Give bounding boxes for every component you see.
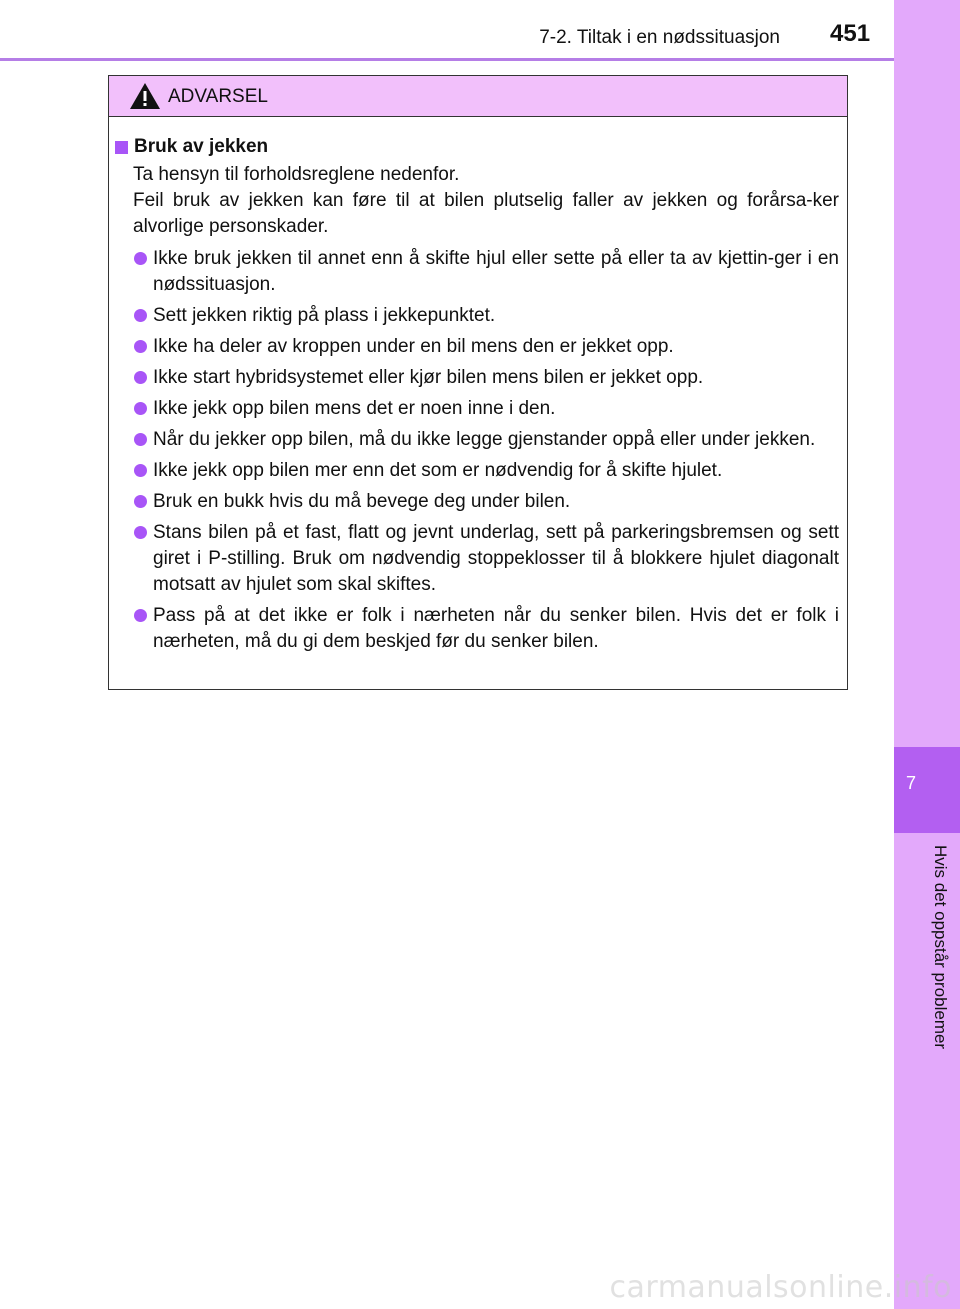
intro-line: Ta hensyn til forholdsreglene nedenfor. bbox=[133, 164, 460, 185]
list-item-text: Bruk en bukk hvis du må bevege deg under bilen. bbox=[153, 491, 571, 512]
circle-bullet-icon bbox=[134, 526, 147, 539]
list-item-text: Når du jekker opp bilen, må du ikke legge gjenstander oppå eller under jekken. bbox=[153, 429, 816, 450]
list-item-text: Stans bilen på et fast, flatt og jevnt underlag, sett på parkeringsbremsen og sett giret i P-stilling. Bruk om nødvendig stoppeklosser til å blokkere hjulet diagonalt motsatt av hjulet som skal skiftes. bbox=[153, 522, 839, 595]
chapter-side-tab bbox=[894, 0, 960, 1309]
circle-bullet-icon bbox=[134, 464, 147, 477]
list-item bbox=[115, 603, 839, 655]
section-heading-text: Bruk av jekken bbox=[134, 136, 269, 157]
list-item bbox=[115, 458, 839, 484]
list-item-text: Ikke jekk opp bilen mer enn det som er nødvendig for å skifte hjulet. bbox=[153, 460, 723, 481]
list-item bbox=[115, 365, 839, 391]
square-bullet-icon bbox=[115, 141, 128, 154]
circle-bullet-icon bbox=[134, 340, 147, 353]
list-item-text: Ikke ha deler av kroppen under en bil mens den er jekket opp. bbox=[153, 336, 674, 357]
circle-bullet-icon bbox=[134, 252, 147, 265]
circle-bullet-icon bbox=[134, 495, 147, 508]
list-item-text: Ikke bruk jekken til annet enn å skifte hjul eller sette på eller ta av kjettin-ger i en nødssituasjon. bbox=[153, 248, 839, 295]
circle-bullet-icon bbox=[134, 371, 147, 384]
list-item-text: Ikke start hybridsystemet eller kjør bilen mens bilen er jekket opp. bbox=[153, 367, 704, 388]
list-item bbox=[115, 246, 839, 298]
header-rule bbox=[0, 58, 894, 61]
list-item bbox=[115, 396, 839, 422]
chapter-number: 7 bbox=[905, 773, 916, 793]
list-item bbox=[115, 334, 839, 360]
warning-header bbox=[109, 76, 847, 117]
precaution-list bbox=[115, 246, 839, 655]
warning-body bbox=[109, 117, 847, 655]
running-header: 7-2. Tiltak i en nødssituasjon bbox=[539, 27, 780, 48]
list-item-text: Ikke jekk opp bilen mens det er noen inne i den. bbox=[153, 398, 556, 419]
list-item-text: Pass på at det ikke er folk i nærheten når du senker bilen. Hvis det er folk i nærheten, må du gi dem beskjed før du senker bilen. bbox=[153, 605, 839, 652]
intro-line: Feil bruk av jekken kan føre til at bilen plutselig faller av jekken og forårsa-ker alvorlige personskader. bbox=[133, 190, 839, 237]
circle-bullet-icon bbox=[134, 309, 147, 322]
section-heading bbox=[115, 134, 839, 160]
list-item bbox=[115, 427, 839, 453]
circle-bullet-icon bbox=[134, 609, 147, 622]
chapter-title: Hvis det oppstår problemer bbox=[931, 845, 950, 1050]
intro-text bbox=[115, 162, 839, 240]
list-item-text: Sett jekken riktig på plass i jekkepunktet. bbox=[153, 305, 496, 326]
list-item bbox=[115, 489, 839, 515]
warning-triangle-icon bbox=[129, 82, 161, 110]
watermark: carmanualsonline.info bbox=[609, 1270, 952, 1305]
warning-box bbox=[108, 75, 848, 690]
list-item bbox=[115, 520, 839, 598]
warning-title: ADVARSEL bbox=[168, 86, 268, 107]
list-item bbox=[115, 303, 839, 329]
page-number: 451 bbox=[830, 20, 871, 47]
circle-bullet-icon bbox=[134, 433, 147, 446]
circle-bullet-icon bbox=[134, 402, 147, 415]
